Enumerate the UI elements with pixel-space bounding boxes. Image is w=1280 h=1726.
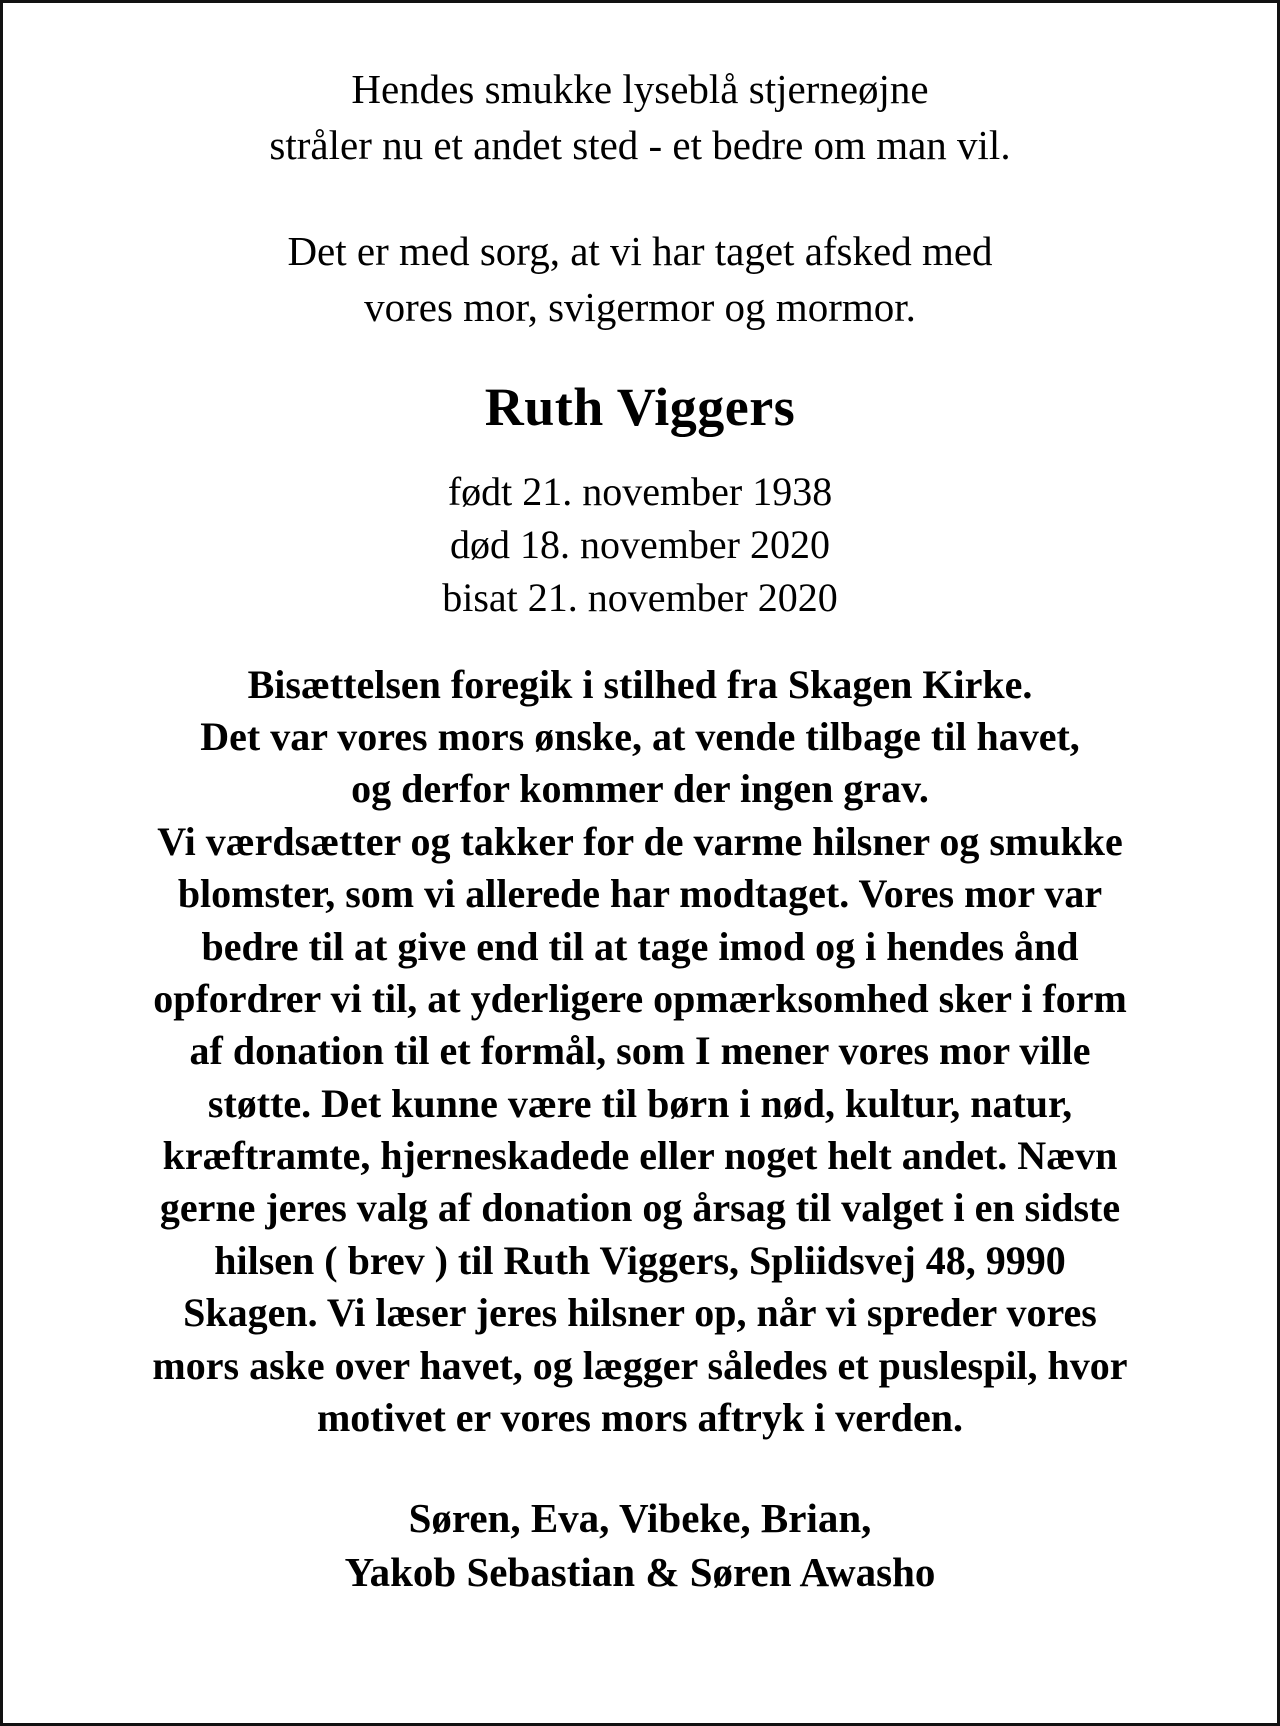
body-line-6: bedre til at give end til at tage imod og i hendes ånd (201, 923, 1079, 969)
body-line-11: gerne jeres valg af donation og årsag til valget i en sidste (159, 1185, 1121, 1231)
body-line-7: opfordrer vi til, at yderligere opmærksomhed sker i form (153, 975, 1127, 1021)
body-line-14: mors aske over havet, og lægger således et puslespil, hvor (152, 1342, 1128, 1388)
body-line-1: Bisættelsen foregik i stilhed fra Skagen Kirke. (247, 661, 1033, 707)
body-line-8: af donation til et formål, som I mener vores mor ville (189, 1028, 1091, 1074)
signature-names (47, 1492, 1233, 1599)
intro-line-2: vores mor, svigermor og mormor. (364, 284, 916, 331)
life-dates (47, 465, 1233, 625)
signature-line-2: Yakob Sebastian & Søren Awasho (344, 1548, 936, 1595)
signature-line-1: Søren, Eva, Vibeke, Brian, (408, 1495, 872, 1542)
body-line-5: blomster, som vi allerede har modtaget. Vores mor var (177, 871, 1103, 917)
verse-line-1: Hendes smukke lyseblå stjerneøjne (351, 66, 929, 112)
date-died: død 18. november 2020 (450, 522, 830, 568)
body-line-13: Skagen. Vi læser jeres hilsner op, når vi spreder vores (183, 1290, 1097, 1336)
body-line-15: motivet er vores mors aftryk i verden. (316, 1395, 964, 1441)
verse-line-2: stråler nu et andet sted - et bedre om man vil. (269, 122, 1011, 169)
notice-body (47, 659, 1233, 1445)
announcement-intro (47, 223, 1233, 335)
body-line-4: Vi værdsætter og takker for de varme hilsner og smukke (157, 818, 1123, 864)
body-line-3: og derfor kommer der ingen grav. (351, 766, 929, 812)
intro-line-1: Det er med sorg, at vi har taget afsked med (287, 228, 993, 275)
deceased-name: Ruth Viggers (484, 376, 796, 437)
opening-verse (47, 61, 1233, 173)
date-buried: bisat 21. november 2020 (442, 575, 838, 621)
date-born: født 21. november 1938 (447, 469, 833, 515)
notice-content (3, 3, 1277, 1723)
body-line-12: hilsen ( brev ) til Ruth Viggers, Spliidsvej 48, 9990 (214, 1237, 1066, 1283)
body-line-10: kræftramte, hjerneskadede eller noget helt andet. Nævn (162, 1133, 1118, 1179)
body-line-2: Det var vores mors ønske, at vende tilbage til havet, (200, 713, 1080, 759)
body-line-9: støtte. Det kunne være til børn i nød, kultur, natur, (207, 1080, 1073, 1126)
